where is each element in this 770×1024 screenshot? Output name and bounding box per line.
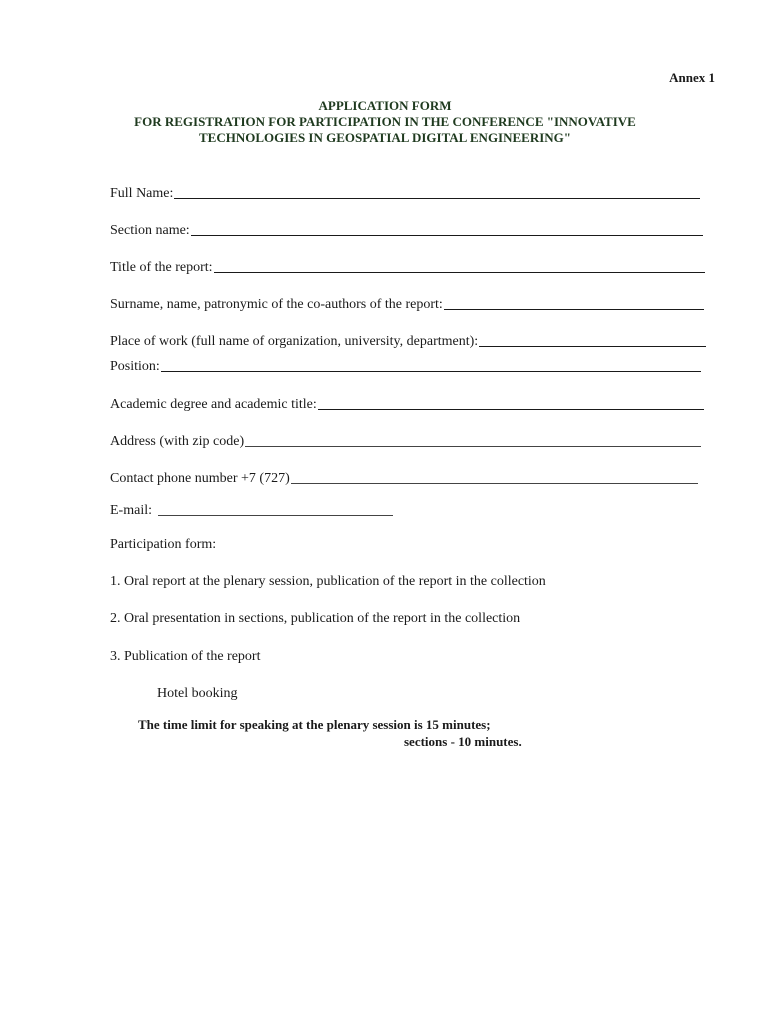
participation-option-1: 1. Oral report at the plenary session, publication of the report in the collection (110, 574, 546, 589)
position-field[interactable] (110, 355, 701, 375)
time-limit-note-line-2: sections - 10 minutes. (404, 734, 522, 749)
participation-option-3: 3. Publication of the report (110, 649, 261, 664)
heading-subtitle-1: FOR REGISTRATION FOR PARTICIPATION IN THE CONFERENCE "INNOVATIVE (134, 114, 636, 129)
section-name-line[interactable] (191, 234, 703, 236)
report-title-line[interactable] (214, 271, 705, 273)
hotel-booking-label: Hotel booking (157, 686, 238, 701)
form-heading (0, 98, 770, 146)
section-name-label: Section name: (110, 223, 190, 238)
full-name-field[interactable] (110, 182, 700, 202)
participation-label: Participation form: (110, 537, 217, 552)
position-line[interactable] (161, 370, 701, 372)
phone-label: Contact phone number +7 (727) (110, 471, 290, 486)
coauthors-label: Surname, name, patronymic of the co-authors of the report: (110, 297, 443, 312)
email-label: E-mail: (110, 503, 152, 518)
heading-subtitle-2: TECHNOLOGIES IN GEOSPATIAL DIGITAL ENGINEERING" (198, 130, 572, 145)
address-label: Address (with zip code) (110, 434, 245, 449)
full-name-label: Full Name: (110, 186, 174, 201)
coauthors-field[interactable] (110, 293, 704, 313)
email-line[interactable] (158, 514, 393, 516)
place-of-work-line[interactable] (479, 345, 706, 347)
place-of-work-label: Place of work (full name of organization, university, department): (110, 334, 479, 349)
coauthors-line[interactable] (444, 308, 704, 310)
participation-option-2: 2. Oral presentation in sections, publication of the report in the collection (110, 611, 521, 626)
academic-degree-label: Academic degree and academic title: (110, 397, 317, 412)
full-name-line[interactable] (174, 197, 700, 199)
phone-line[interactable] (291, 482, 698, 484)
address-line[interactable] (245, 445, 701, 447)
academic-degree-line[interactable] (318, 408, 704, 410)
place-of-work-field[interactable] (110, 330, 706, 350)
academic-degree-field[interactable] (110, 393, 704, 413)
email-field[interactable] (110, 499, 393, 519)
time-limit-note-line-1: The time limit for speaking at the plenary session is 15 minutes; (138, 717, 491, 732)
annex-label: Annex 1 (669, 70, 715, 85)
position-label: Position: (110, 359, 160, 374)
heading-title: APPLICATION FORM (318, 98, 452, 113)
report-title-field[interactable] (110, 256, 705, 276)
section-name-field[interactable] (110, 219, 703, 239)
report-title-label: Title of the report: (110, 260, 213, 275)
phone-field[interactable] (110, 467, 698, 487)
address-field[interactable] (110, 430, 701, 450)
